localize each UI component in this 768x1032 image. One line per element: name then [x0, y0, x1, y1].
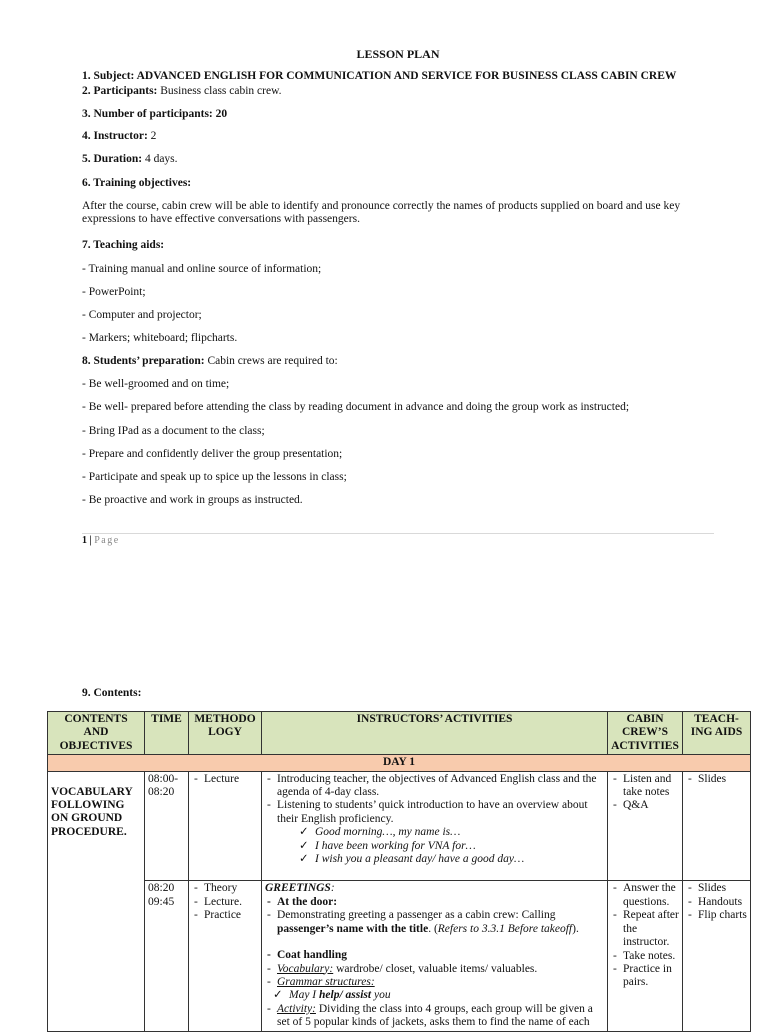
instructor-cell: [262, 881, 608, 1031]
method-cell: [189, 881, 262, 1031]
contents-heading: 9. Contents:: [82, 687, 142, 699]
subject-value: ADVANCED ENGLISH FOR COMMUNICATION AND SERVICE FOR BUSINESS CLASS CABIN CREW: [136, 70, 677, 82]
example-phrase: ✓ I wish you a pleasant day/ have a good day…: [299, 853, 604, 866]
activity-item: - Activity: Dividing the class into 4 groups, each group will be given a set of 5 popular kinds of jackets, asks them to find the name of each: [265, 1003, 604, 1030]
activity-item: - Listening to students’ quick introduction to have an overview about their English proficiency.: [265, 799, 604, 826]
crew-item: - Practice in pairs.: [611, 963, 679, 990]
page-footer: 1 | Page: [82, 535, 120, 546]
prep-item: - Prepare and confidently deliver the group presentation;: [82, 448, 343, 460]
table-header-row: [48, 712, 751, 755]
section-heading-greetings: GREETINGS:: [265, 882, 335, 895]
crew-cell: [608, 881, 683, 1031]
crew-cell: [608, 771, 683, 881]
preparation-line: 8. Students’ preparation: Cabin crews are required to:: [82, 355, 338, 367]
method-item: - Theory: [192, 882, 258, 895]
header-crew-activities: CABIN CREW’S ACTIVITIES: [608, 712, 683, 755]
contents-table: [47, 711, 751, 1032]
aid-item: - Computer and projector;: [82, 309, 202, 321]
prep-item: - Bring IPad as a document to the class;: [82, 425, 265, 437]
time-cell: 08:20 09:45: [145, 881, 189, 1031]
crew-item: - Answer the questions.: [611, 882, 679, 909]
header-instructor-activities: INSTRUCTORS’ ACTIVITIES: [262, 712, 608, 755]
aid-item: - Training manual and online source of information;: [82, 263, 322, 275]
contents-cell: VOCABULARY FOLLOWING ON GROUND PROCEDURE.: [48, 771, 145, 1031]
aid-item: - Markers; whiteboard; flipcharts.: [82, 332, 238, 344]
crew-item: - Listen and take notes: [611, 773, 679, 800]
header-teaching-aids: TEACH-ING AIDS: [683, 712, 751, 755]
aid-item: - Handouts: [686, 896, 747, 909]
instructor-cell: [262, 771, 608, 881]
prep-item: - Be well- prepared before attending the class by reading document in advance and doing the group work as instructed;: [82, 401, 630, 413]
duration-line: 5. Duration: 4 days.: [82, 153, 178, 165]
activity-item: - Grammar structures:: [265, 976, 604, 989]
header-methodology: METHODO LOGY: [189, 712, 262, 755]
method-item: - Lecture.: [192, 896, 258, 909]
prep-item: - Be proactive and work in groups as instructed.: [82, 494, 303, 506]
teaching-aids-heading: 7. Teaching aids:: [82, 239, 165, 251]
table-row: [48, 881, 751, 1031]
activity-item: - Demonstrating greeting a passenger as a cabin crew: Calling passenger’s name with the title. (Refers to 3.3.1 Before takeoff).: [265, 909, 604, 936]
aid-item: - Flip charts: [686, 909, 747, 922]
footer-page-label: Page: [94, 535, 120, 546]
footer-divider: [82, 533, 714, 534]
example-phrase: ✓ May I help/ assist you: [273, 989, 604, 1002]
objectives-heading: 6. Training objectives:: [82, 177, 192, 189]
activity-item: - At the door:: [265, 896, 604, 909]
crew-item: - Q&A: [611, 799, 679, 812]
example-phrase: ✓ Good morning…, my name is…: [299, 826, 604, 839]
activity-item: - Coat handling: [265, 949, 604, 962]
participants-line: 2. Participants: Business class cabin crew.: [82, 85, 282, 97]
header-contents: CONTENTS AND OBJECTIVES: [48, 712, 145, 755]
day-row: [48, 755, 751, 771]
aids-cell: [683, 771, 751, 881]
activity-item: - Introducing teacher, the objectives of Advanced English class and the agenda of 4-day class.: [265, 773, 604, 800]
method-item: - Practice: [192, 909, 258, 922]
prep-item: - Be well-groomed and on time;: [82, 378, 230, 390]
day-label: DAY 1: [48, 755, 751, 771]
activity-item: - Vocabulary: wardrobe/ closet, valuable items/ valuables.: [265, 963, 604, 976]
crew-item: - Repeat after the instructor.: [611, 909, 679, 949]
method-cell: [189, 771, 262, 881]
aid-item: - Slides: [686, 773, 747, 786]
example-phrase: ✓ I have been working for VNA for…: [299, 840, 604, 853]
time-cell: 08:00-08:20: [145, 771, 189, 881]
document-title: LESSON PLAN: [356, 47, 440, 61]
aids-cell: [683, 881, 751, 1031]
table-row: [48, 771, 751, 881]
subject-line: 1. Subject: ADVANCED ENGLISH FOR COMMUNICATION AND SERVICE FOR BUSINESS CLASS CABIN CREW: [82, 70, 677, 82]
method-item: - Lecture: [192, 773, 258, 786]
instructor-line: 4. Instructor: 2: [82, 130, 157, 142]
objectives-text: After the course, cabin crew will be able to identify and pronounce correctly the names of products supplied on board and use key expressions to have effective conversations with passengers.: [82, 200, 681, 225]
crew-item: - Take notes.: [611, 950, 679, 963]
number-of-participants: 3. Number of participants: 20: [82, 108, 228, 120]
aid-item: - Slides: [686, 882, 747, 895]
aid-item: - PowerPoint;: [82, 286, 146, 298]
header-time: TIME: [145, 712, 189, 755]
prep-item: - Participate and speak up to spice up the lessons in class;: [82, 471, 347, 483]
